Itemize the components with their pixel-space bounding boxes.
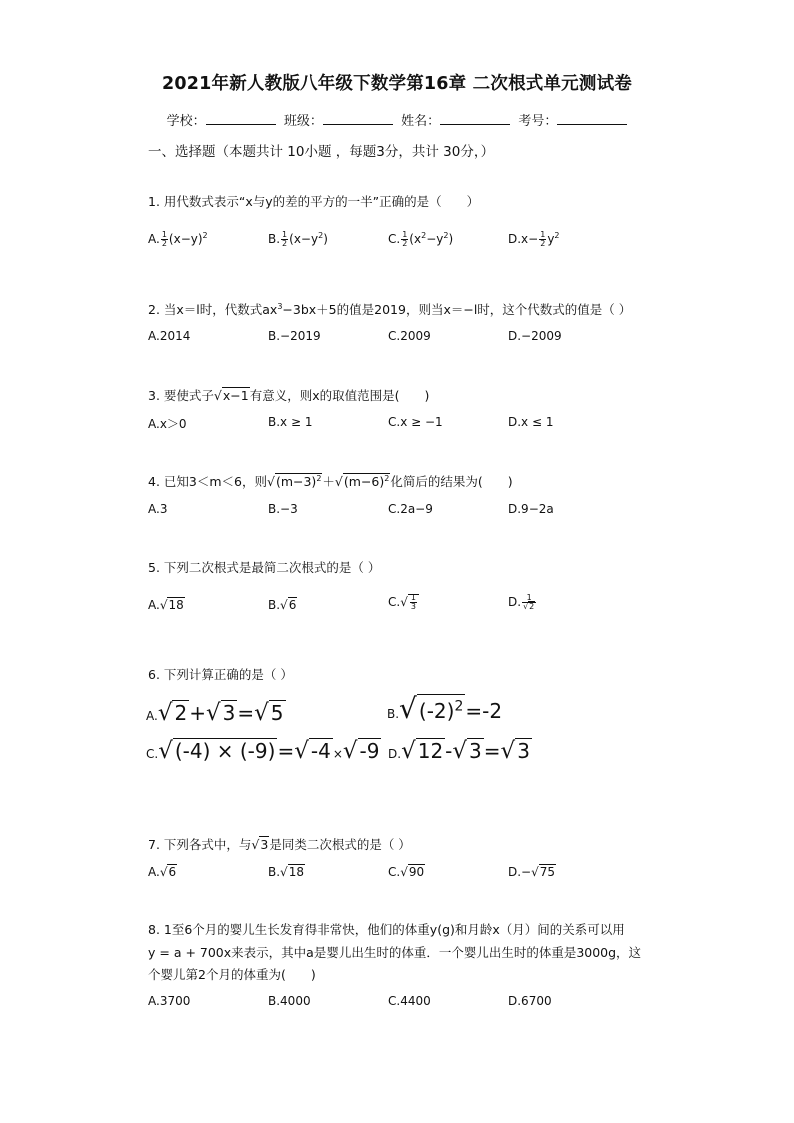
q6-option-a[interactable]: A.√ 2 +√ 3 =√ 5 [146, 700, 284, 726]
exam-no-label: 考号： [518, 114, 558, 129]
school-blank[interactable] [206, 112, 276, 125]
page-title: 2021年新人教版八年级下数学第16章 二次根式单元测试卷 [162, 74, 632, 94]
section-heading: 一、选择题（本题共计 10小题 ，每题3分，共计 30分，） [148, 144, 495, 160]
exam-no-blank[interactable] [557, 112, 627, 125]
q6-option-b[interactable]: B.√ $(-2)^2 =-2$ [387, 692, 503, 725]
q2-option-b[interactable]: B.−2019 [268, 329, 321, 343]
q2-option-c[interactable]: C.2009 [388, 329, 431, 343]
q7-option-c[interactable]: C.√90 [388, 865, 425, 879]
question-2: 2. 当x＝l时，代数式$ax^3-3bx+5$的值是2019，则当x＝−l时，这个代数式的值是（ ） [148, 301, 632, 317]
q1-option-c[interactable]: C. $\frac{1}{2}$ $(x^2-y^2)$ [388, 230, 454, 248]
q1-option-d[interactable]: D.x− $\frac{1}{2}$ $y^2$ [508, 230, 560, 248]
q7-option-a[interactable]: A.√6 [148, 865, 177, 879]
q8-option-c[interactable]: C.4400 [388, 994, 431, 1008]
question-6: 6. 下列计算正确的是（ ） [148, 667, 293, 682]
q6-option-d[interactable]: D.√ 12 -√ 3 =√ 3 [388, 738, 530, 764]
q1-option-a[interactable]: A. $\frac{1}{2}$ $(x-y)^2$ [148, 230, 208, 248]
q8-option-a[interactable]: A.3700 [148, 994, 191, 1008]
q4-option-c[interactable]: C.2a−9 [388, 502, 433, 516]
name-blank[interactable] [440, 112, 510, 125]
question-8-line-3: 个婴儿第2个月的体重为( ) [148, 967, 316, 982]
question-8-line-2: y = a + 700x来表示，其中a是婴儿出生时的体重．一个婴儿出生时的体重是3000g，这 [148, 945, 642, 960]
q7-option-b[interactable]: B.√18 [268, 865, 304, 879]
q6-option-c[interactable]: C.√ (-4) × (-9) =√ -4 ×√ -9 [146, 738, 380, 764]
question-3: 3. 要使式子√x−1有意义，则x的取值范围是( ) [148, 388, 430, 403]
student-info-line [0, 110, 794, 129]
question-1: 1. 用代数式表示“x与y的差的平方的一半”正确的是（ ） [148, 194, 480, 209]
q3-option-c[interactable]: C.x ≥ −1 [388, 415, 443, 429]
question-4: 4. 已知3＜m＜6，则$√(m-3)^2+√(m-6)^2$化简后的结果为( ) [148, 473, 513, 489]
class-blank[interactable] [323, 112, 393, 125]
q5-option-b[interactable]: B.√6 [268, 598, 297, 612]
school-label: 学校： [166, 114, 206, 129]
q7-option-d[interactable]: D.−√75 [508, 865, 556, 879]
q5-option-a[interactable]: A.√18 [148, 598, 184, 612]
q2-option-a[interactable]: A.2014 [148, 329, 191, 343]
question-5: 5. 下列二次根式是最简二次根式的是（ ） [148, 560, 381, 575]
q5-option-c[interactable]: C.√ $\frac{1}{3}$ [388, 594, 419, 611]
q8-option-b[interactable]: B.4000 [268, 994, 311, 1008]
name-label: 姓名： [401, 114, 441, 129]
q4-option-d[interactable]: D.9−2a [508, 502, 554, 516]
q3-option-d[interactable]: D.x ≤ 1 [508, 415, 554, 429]
q4-option-b[interactable]: B.−3 [268, 502, 298, 516]
question-7: 7. 下列各式中，与√3是同类二次根式的是（ ） [148, 837, 411, 852]
q2-option-d[interactable]: D.−2009 [508, 329, 562, 343]
class-label: 班级： [283, 114, 323, 129]
q3-option-a[interactable]: A.x＞0 [148, 417, 187, 431]
q4-option-a[interactable]: A.3 [148, 502, 168, 516]
q1-option-b[interactable]: B. $\frac{1}{2}$ $(x-y^2)$ [268, 230, 328, 248]
q3-option-b[interactable]: B.x ≥ 1 [268, 415, 313, 429]
q5-option-d[interactable]: D. $\frac{1}{√2}$ [508, 593, 535, 611]
q8-option-d[interactable]: D.6700 [508, 994, 552, 1008]
question-8-line-1: 8. 1至6个月的婴儿生长发育得非常快，他们的体重y(g)和月龄x（月）间的关系可以用 [148, 922, 625, 937]
